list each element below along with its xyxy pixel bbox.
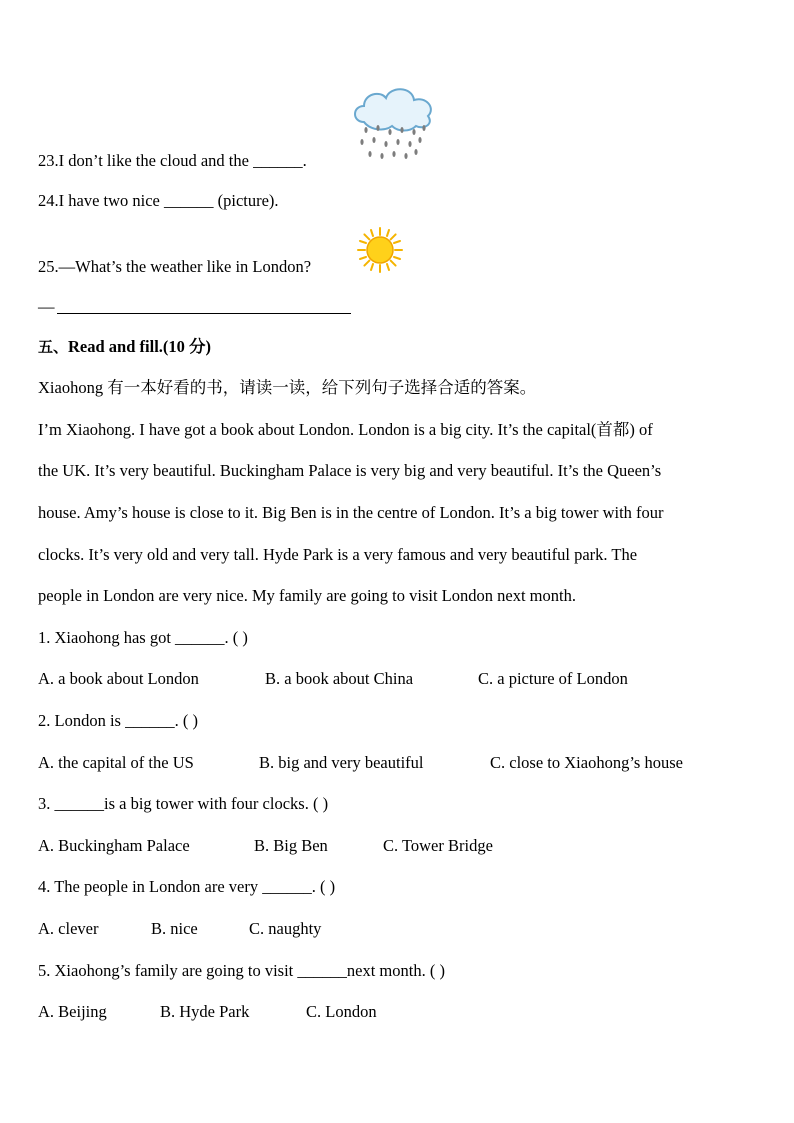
q3-option-b: B. Big Ben (254, 836, 328, 855)
q4-option-b: B. nice (151, 919, 198, 938)
question-24: 24.I have two nice ______ (picture). (38, 191, 279, 210)
q4-option-c: C. naughty (249, 919, 322, 938)
passage-line-5: people in London are very nice. My family are going to visit London next month. (38, 586, 576, 605)
section-number: 五、 (38, 338, 69, 356)
q1-option-b: B. a book about China (265, 669, 414, 688)
answer-blank-line (57, 313, 351, 314)
section-title (38, 337, 211, 357)
q5-option-b: B. Hyde Park (160, 1002, 250, 1021)
mc-question-4: 4. The people in London are very ______. ( ) (38, 877, 336, 896)
rain-cloud-icon (350, 82, 436, 164)
q5-option-c: C. London (306, 1002, 377, 1021)
q1-option-c: C. a picture of London (478, 669, 628, 688)
q2-option-a: A. the capital of the US (38, 753, 194, 772)
section-title-text: Read and fill.(10 分) (68, 337, 212, 356)
question-25-answer-dash: — (38, 297, 55, 316)
q3-option-c: C. Tower Bridge (383, 836, 493, 855)
q2-option-c: C. close to Xiaohong’s house (490, 753, 683, 772)
q3-option-a: A. Buckingham Palace (38, 836, 190, 855)
question-23: 23.I don’t like the cloud and the ______. (38, 151, 307, 170)
question-25: 25.—What’s the weather like in London? (38, 257, 312, 276)
passage-line-2: the UK. It’s very beautiful. Buckingham Palace is very big and very beautiful. It’s the Queen’s (38, 461, 662, 480)
q5-option-a: A. Beijing (38, 1002, 107, 1021)
q4-option-a: A. clever (38, 919, 99, 938)
mc-question-2: 2. London is ______. ( ) (38, 711, 198, 730)
mc-question-1: 1. Xiaohong has got ______. ( ) (38, 628, 248, 647)
mc-question-3: 3. ______is a big tower with four clocks. ( ) (38, 794, 329, 813)
section-instruction: Xiaohong 有一本好看的书，请读一读，给下列句子选择合适的答案。 (38, 378, 537, 397)
q2-option-b: B. big and very beautiful (259, 753, 424, 772)
mc-question-5: 5. Xiaohong’s family are going to visit ______next month. ( ) (38, 961, 445, 980)
passage-line-1: I’m Xiaohong. I have got a book about London. London is a big city. It’s the capital(首都) of (38, 420, 653, 439)
passage-line-4: clocks. It’s very old and very tall. Hyde Park is a very famous and very beautiful park. The (38, 545, 638, 564)
passage-line-3: house. Amy’s house is close to it. Big Ben is in the centre of London. It’s a big tower with four (38, 503, 664, 522)
q1-option-a: A. a book about London (38, 669, 199, 688)
sun-icon (356, 226, 404, 274)
